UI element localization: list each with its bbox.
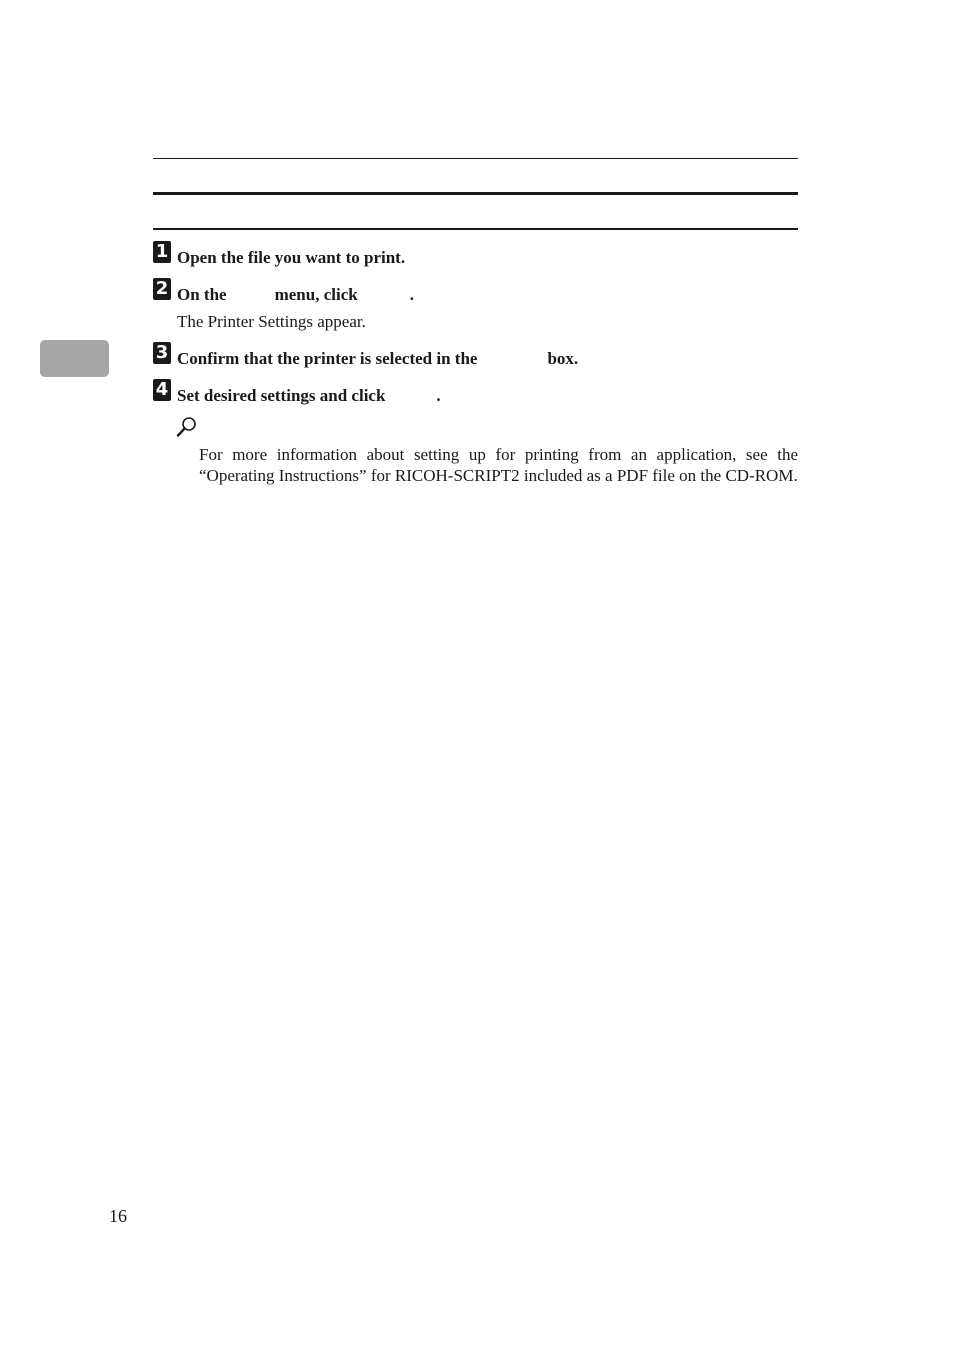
step-3-text: [177, 349, 578, 369]
page-number: 16: [109, 1206, 127, 1226]
reference-note: For more information about setting up for printing from an application, see the “Operating Instructions” for RICOH-SCRIPT2 included as a PDF file on the CD-ROM.: [199, 445, 798, 485]
step-4-text-part2: .: [436, 386, 441, 405]
step-2-text-part3: .: [409, 285, 414, 304]
step-number-2: 2: [153, 278, 171, 300]
step-number-3: 3: [153, 342, 171, 364]
chapter-tab: [40, 340, 109, 377]
step-number-1: 1: [153, 241, 171, 263]
step-number-4: 4: [153, 379, 171, 401]
step-2-text-part1: On the: [177, 285, 227, 304]
step-2-text-part2: menu, click: [274, 285, 358, 304]
step-4-text-part1: Set desired settings and click: [177, 386, 386, 405]
header-rule-thick: [153, 192, 798, 195]
step-3-text-part2: box.: [547, 349, 579, 368]
step-4-text: [177, 386, 441, 406]
magnifier-icon: [176, 416, 198, 438]
section-rule: [153, 228, 798, 230]
step-3-text-part1: Confirm that the printer is selected in the: [177, 349, 478, 368]
step-2-text: [177, 285, 414, 305]
step-1-text: Open the file you want to print.: [177, 248, 406, 267]
header-rule-thin: [153, 158, 798, 159]
step-2-result: The Printer Settings appear.: [177, 312, 366, 331]
